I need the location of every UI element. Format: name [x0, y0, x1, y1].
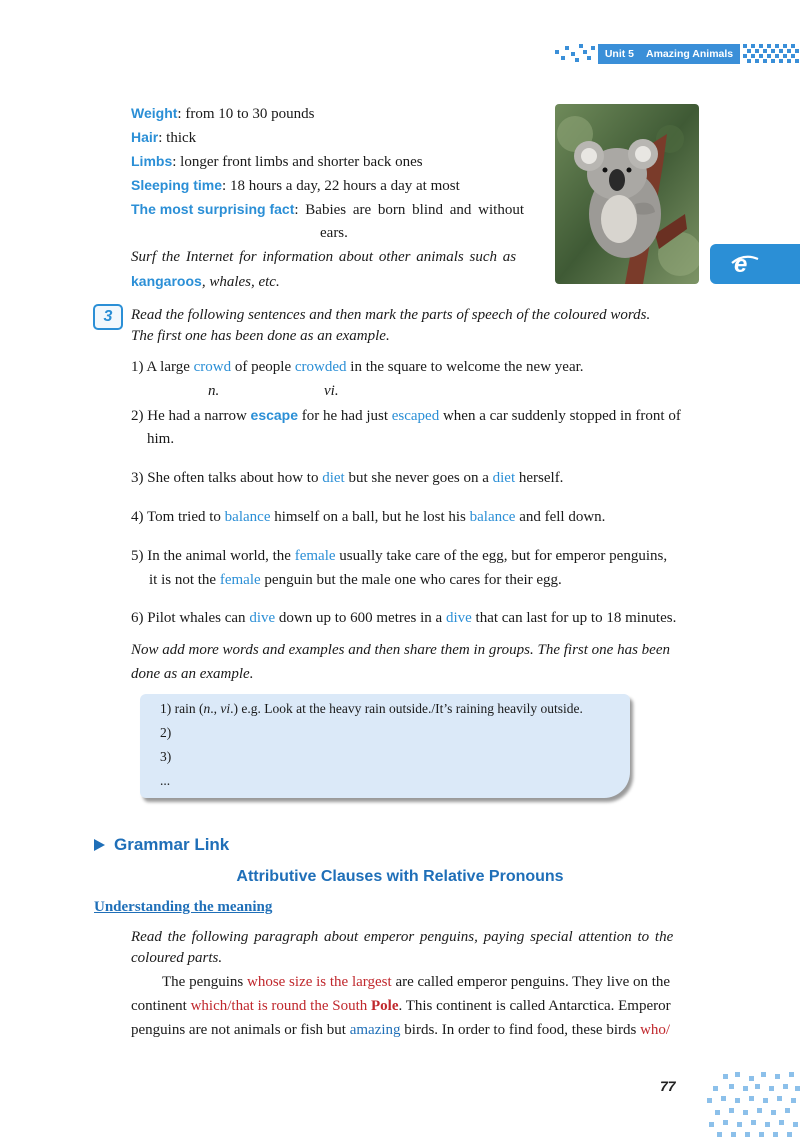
grammar-instruction: Read the following paragraph about emperor penguins, paying special attention to the	[131, 929, 674, 945]
unit-title: Amazing Animals	[646, 48, 734, 60]
paragraph-line-3	[131, 1020, 670, 1040]
fact-limbs	[131, 151, 423, 172]
text: penguin but the male one who cares for their egg.	[260, 572, 562, 588]
sentence-3	[131, 468, 563, 488]
sentence-6	[131, 608, 676, 628]
answer-n: n.	[208, 383, 220, 399]
fact-label: Sleeping time	[131, 177, 223, 193]
colored-word: crowded	[294, 359, 347, 375]
surf-instruction: Surf the Internet for information about other animals such as	[131, 249, 517, 265]
fact-text: : longer front limbs and shorter back ones	[172, 154, 423, 170]
fact-label: The most surprising fact	[131, 201, 295, 217]
fact-label: Weight	[131, 105, 178, 121]
text: himself on a ball, but he lost his	[270, 509, 470, 525]
text: 4) Tom tried to	[131, 509, 225, 525]
text: of people	[231, 359, 295, 375]
fact-sleeping-time	[131, 175, 460, 196]
text: but she never goes on a	[344, 470, 493, 486]
highlighted-clause: who/	[640, 1022, 671, 1038]
text: 1) A large	[131, 359, 194, 375]
text: The penguins	[162, 974, 247, 990]
text: 2) He had a narrow	[131, 408, 251, 424]
text: continent	[131, 998, 191, 1014]
fact-text: : Babies are born blind and without	[294, 202, 524, 218]
example-line-4: ...	[160, 773, 171, 788]
colored-word: diet	[322, 470, 345, 486]
now-add-instruction-2: done as an example.	[131, 666, 254, 682]
now-add-instruction: Now add more words and examples and then share them in groups. The first one has been	[131, 642, 670, 658]
sentence-5	[131, 546, 667, 566]
text: usually take care of the egg, but for emperor penguins,	[335, 548, 668, 564]
sentence-2-cont: him.	[147, 431, 175, 447]
side-tab	[710, 244, 800, 284]
colored-word: escape	[250, 407, 299, 423]
text: herself.	[515, 470, 564, 486]
text: and fell down.	[515, 509, 606, 525]
paragraph-line-2	[131, 996, 671, 1016]
section-title: Grammar Link	[114, 835, 230, 854]
highlighted-word: amazing	[349, 1022, 401, 1038]
paragraph-line-1	[162, 972, 670, 992]
text: .) e.g. Look at the heavy rain outside./It’s raining heavily outside.	[230, 701, 583, 716]
footer-pixel-decoration	[705, 1072, 800, 1138]
svg-text:e: e	[734, 251, 748, 278]
text: vi	[220, 701, 231, 716]
text: birds. In order to find food, these birds	[400, 1022, 641, 1038]
subsection-heading: Understanding the meaning	[94, 899, 273, 915]
exercise-instruction: Read the following sentences and then mark the parts of speech of the coloured words.	[131, 307, 651, 323]
text: 1) rain (	[160, 701, 204, 716]
fact-weight	[131, 103, 315, 124]
colored-word: escaped	[391, 408, 440, 424]
text: when a car suddenly stopped in front of	[439, 408, 681, 424]
surf-instruction-2	[131, 271, 280, 292]
fact-hair	[131, 127, 196, 148]
fact-surprising	[131, 199, 537, 220]
colored-word: dive	[445, 610, 472, 626]
colored-word: balance	[224, 509, 271, 525]
answer-vi: vi.	[324, 383, 339, 399]
sentence-5-cont	[149, 570, 562, 590]
colored-word: female	[294, 548, 336, 564]
kangaroos-word: kangaroos	[131, 273, 202, 289]
surf-rest: , whales, etc.	[201, 274, 280, 290]
sentence-1	[131, 357, 584, 377]
text: it is not the	[149, 572, 220, 588]
fact-text: : from 10 to 30 pounds	[177, 106, 315, 122]
text: in the square to welcome the new year.	[346, 359, 584, 375]
text: down up to 600 metres in a	[275, 610, 446, 626]
exercise-instruction-2: The first one has been done as an example.	[131, 328, 390, 344]
fact-label: Limbs	[131, 153, 173, 169]
fact-text: : 18 hours a day, 22 hours a day at most	[222, 178, 460, 194]
text: .,	[210, 701, 221, 716]
fact-text: : thick	[158, 130, 197, 146]
example-line-1	[160, 700, 583, 718]
text: 5) In the animal world, the	[131, 548, 295, 564]
fact-label: Hair	[131, 129, 159, 145]
text: that can last for up to 18 minutes.	[471, 610, 677, 626]
colored-word: female	[219, 572, 261, 588]
example-line-2: 2)	[160, 725, 172, 740]
text: n	[203, 701, 211, 716]
sentence-2	[131, 405, 681, 426]
example-box	[140, 694, 630, 798]
fact-surprising-cont: ears.	[320, 225, 348, 241]
exercise-number-badge: 3	[93, 304, 123, 330]
sentence-4	[131, 507, 605, 527]
text: are called emperor penguins. They live on the	[391, 974, 671, 990]
example-line-3: 3)	[160, 749, 172, 764]
highlighted-word: Pole	[370, 998, 399, 1014]
text: penguins are not animals or fish but	[131, 1022, 350, 1038]
colored-word: diet	[492, 470, 516, 486]
text: 3) She often talks about how to	[131, 470, 323, 486]
koala-photo	[555, 104, 699, 284]
e-logo-icon	[730, 249, 760, 279]
colored-word: balance	[469, 509, 516, 525]
grammar-instruction-2: coloured parts.	[131, 950, 223, 966]
unit-header-bar	[598, 44, 740, 64]
colored-word: dive	[249, 610, 276, 626]
unit-number: Unit 5	[604, 48, 635, 60]
colored-word: crowd	[193, 359, 232, 375]
page-number: 77	[660, 1078, 676, 1094]
text: . This continent is called Antarctica. Emperor	[398, 998, 671, 1014]
highlighted-clause: which/that is round the South	[190, 998, 371, 1014]
text: 6) Pilot whales can	[131, 610, 250, 626]
section-subtitle: Attributive Clauses with Relative Pronouns	[236, 868, 564, 885]
triangle-arrow-icon	[94, 839, 105, 851]
text: for he had just	[298, 408, 392, 424]
highlighted-clause: whose size is the largest	[246, 974, 392, 990]
